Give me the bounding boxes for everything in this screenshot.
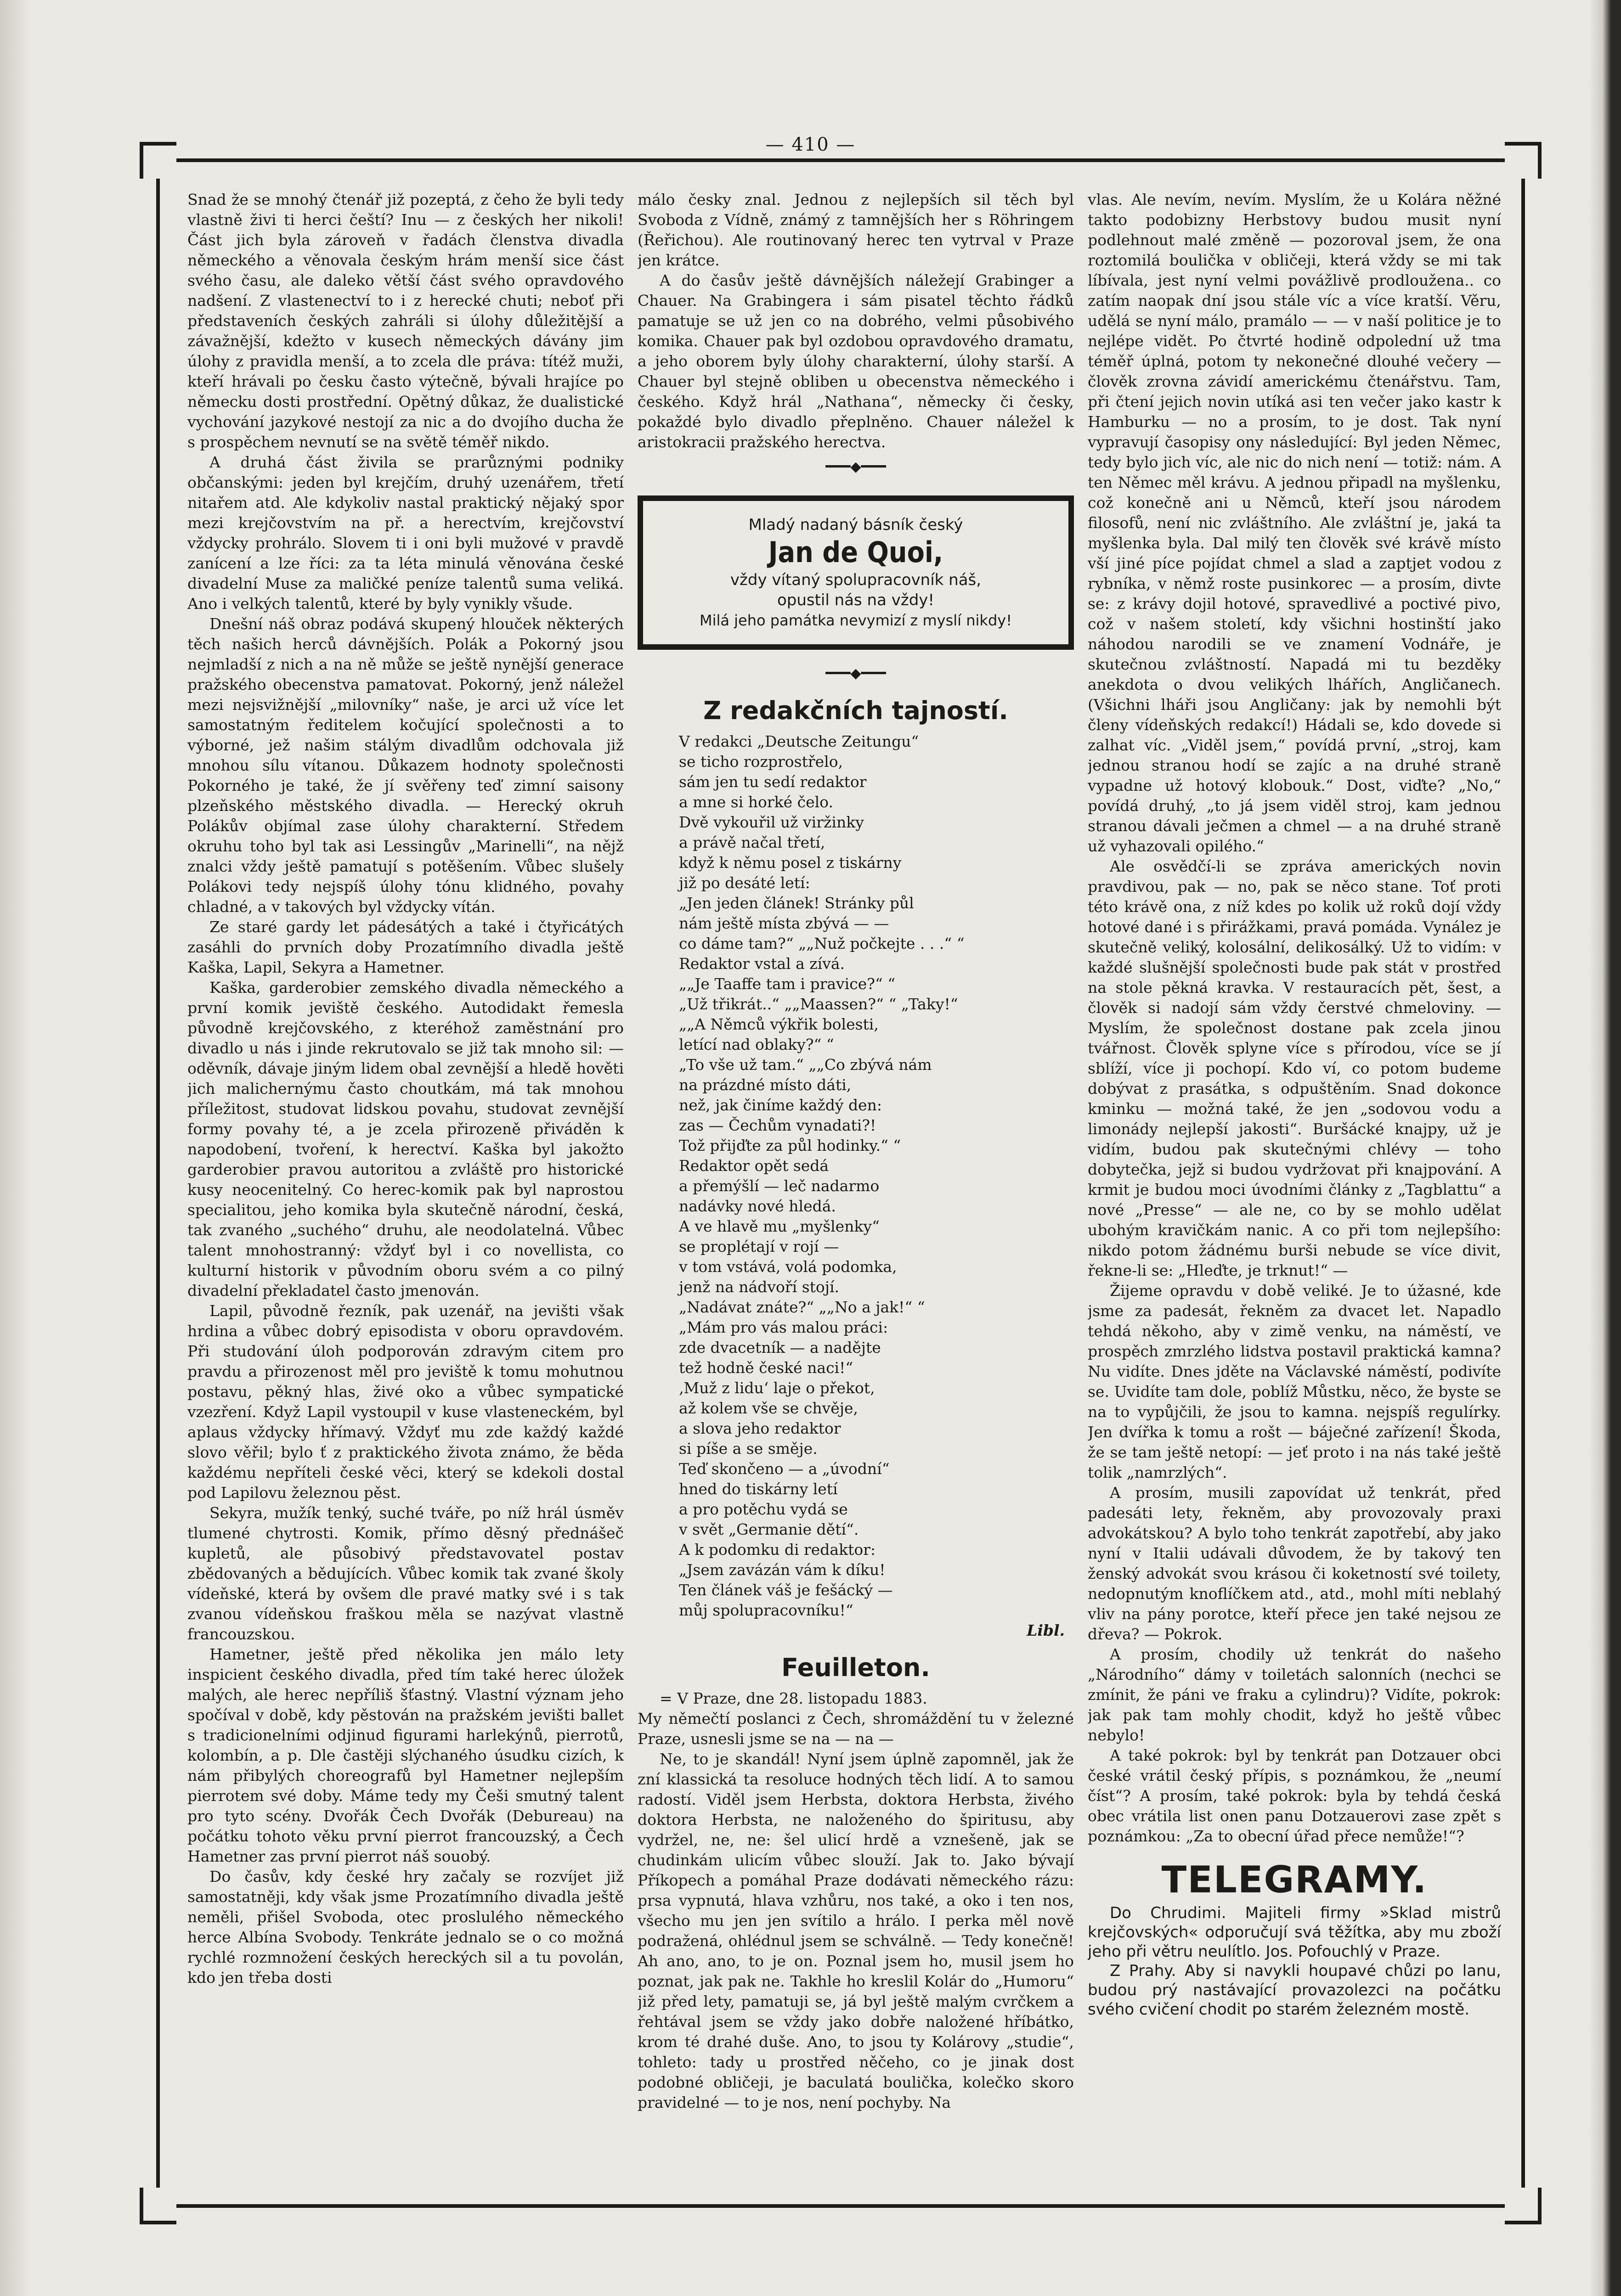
poem-line: zde dvacetník — a nadějte bbox=[679, 1339, 881, 1356]
telegram-item: Z Prahy. Aby si navykli houpavé chůzi po lanu, budou prý nastávající provazolezci na počátku svého cvičení chodit po starém železném mostě. bbox=[1088, 1962, 1501, 2019]
frame-corner-ornament bbox=[140, 2188, 176, 2224]
poem-line: V redakci „Deutsche Zeitungu“ bbox=[679, 732, 919, 750]
article-paragraph: Snad že se mnohý čtenář již pozeptá, z čeho že byli tedy vlastně živi ti herci čeští? Inu — z českých her nikoli! Část jich byla zároveň v řadách členstva divadla německého a věnovala českým hrám menší sice část svého času, ale daleko větší část svého opravdového nadšení. Z vlastenectví to i z herecké chuti; neboť při představeních českých zahráli si úlohy důležitější a závažnější, kdežto v kusech německých dávány jim úlohy z pravidla menší, a to zcela dle práva: títéž muži, kteří hrávali po česku často výtečně, bývali hrajíce po německu dosti prostřední. Opětný důkaz, že dualistické vychování jazykové nestojí za nic a do dvojího ducha že s prospěchem nevnutí se na světě téměř nikdo. bbox=[187, 191, 624, 451]
poem-line: Redaktor opět sedá bbox=[679, 1157, 829, 1175]
poem-line: a pro potěchu vydá se bbox=[679, 1500, 848, 1518]
poem-line: jenž na nádvoří stojí. bbox=[679, 1278, 840, 1296]
feuilleton-title: Feuilleton. bbox=[781, 1653, 930, 1682]
poem-line: „Jsem zavázán vám k díku! bbox=[679, 1561, 886, 1579]
poem-line: ‚Muž z lidu‘ laje o překot, bbox=[679, 1379, 875, 1397]
poem-line: „Už třikrát..“ „„Maassen?“ “ „Taky!“ bbox=[679, 995, 958, 1013]
film-edge-right bbox=[1589, 0, 1621, 2296]
feuilleton-paragraph: My němečtí poslanci z Čech, shromáždění tu v železné Praze, usnesli jsme se na — na — bbox=[638, 1710, 1074, 1748]
poem-line: „To vše už tam.“ „„Co zbývá nám bbox=[679, 1056, 932, 1074]
obituary-name: Jan de Quoi, bbox=[768, 535, 943, 569]
ornamental-rule: ━━━◆━━━ bbox=[825, 459, 886, 475]
poem-line: hned do tiskárny letí bbox=[679, 1480, 838, 1498]
poem-signature: Libl. bbox=[1027, 1621, 1065, 1639]
poem-line: se ticho rozprostřelo, bbox=[679, 753, 843, 771]
poem-line: než, jak činíme každý den: bbox=[679, 1096, 882, 1114]
column-left bbox=[187, 190, 624, 2177]
poem-line: Redaktor vstal a zívá. bbox=[679, 955, 845, 973]
poem-line: na prázdné místo dáti, bbox=[679, 1076, 852, 1094]
poem-line: a mne si horké čelo. bbox=[679, 793, 833, 811]
article-paragraph: málo česky znal. Jednou z nejlepších sil těch byl Svoboda z Vídně, známý z tamnějších her s Röhringem (Řeřichou). Ale routinovaný herec ten vytrval v Praze jen krátce. bbox=[638, 191, 1074, 269]
feuilleton-paragraph: A také pokrok: byl by tenkrát pan Dotzauer obci české vrátil český přípis, s poznámkou, že „neumí číst“? A prosím, také pokrok: byla by tehdá česká obec vrátila list onen panu Dotzauerovi zase zpět s poznámkou: „Za to obecní úřad přece nemůže!“? bbox=[1088, 1746, 1501, 1845]
page-number: — 410 — bbox=[765, 134, 856, 155]
obituary-line: vždy vítaný spolupracovník náš, bbox=[730, 571, 982, 589]
page-frame bbox=[156, 158, 1525, 2208]
article-paragraph: Ze staré gardy let pádesátých a také i čtyřicátých zasáhli do prvních doby Prozatímního divadla ještě Kaška, Lapil, Sekyra a Hametner. bbox=[187, 918, 624, 976]
poem-line: můj spolupracovníku!“ bbox=[679, 1601, 853, 1619]
poem-line: v tom vstává, volá podomka, bbox=[679, 1258, 897, 1276]
poem-line: „Nadávat znáte?“ „„No a jak!“ “ bbox=[679, 1298, 925, 1316]
article-paragraph: Do časův, kdy české hry začaly se rozvíjet již samostatněji, kdy však jsme Prozatímního divadla ještě neměli, přišel Svoboda, otec proslulého německého herce Albína Svobody. Tenkráte jednalo se o co možná rychlé rozmnožení českých hereckých sil a tu povolán, kdo jen třeba dosti bbox=[187, 1868, 624, 1986]
poem-line: a právě načal třetí, bbox=[679, 833, 825, 851]
poem-line: v svět „Germanie dětí“. bbox=[679, 1520, 859, 1538]
poem-line: a slova jeho redaktor bbox=[679, 1419, 841, 1437]
frame-corner-ornament bbox=[1505, 142, 1542, 179]
poem-line: se proplétají v rojí — bbox=[679, 1238, 839, 1255]
article-paragraph: A druhá část živila se prarůznými podniky občanskými: jeden byl krejčím, druhý uzenářem, třetí nitařem atd. Ale kdykoliv nastal praktický nějaký spor mezi krejčovstvím na př. a herectvím, krejčovství vždycky prohrálo. Slovem ti i oni byli mužové v pravdě zanícení a lze říci: za ta léta minulá věnována české divadelní Muse za maličké peníze talentů suma veliká. Ano i velkých talentů, které by byly vynikly všude. bbox=[187, 453, 624, 613]
telegrams-heading: TELEGRAMY. bbox=[1161, 1858, 1428, 1901]
obituary-line: Mladý nadaný básník český bbox=[748, 516, 963, 534]
obituary-line: Milá jeho památka nevymizí z myslí nikdy! bbox=[699, 612, 1012, 629]
feuilleton-paragraph: A prosím, chodily už tenkrát do našeho „Národního“ dámy v toiletách salonních (nechci se zmínit, že páni ve fraku a cylindru)? Vidíte, pokrok: jak pak tam mohly chodit, když ho ještě vůbec nebylo! bbox=[1088, 1645, 1501, 1744]
feuilleton-paragraph: Žijeme opravdu v době veliké. Je to úžasné, kde jsme za padesát, řekněm za dvacet let. Napadlo tehdá někoho, aby v zimě venku, na náměstí, ve prospěch zmrzlého lidstva postavil praktická kamna? Nu vidíte. Dnes jděte na Václavské náměstí, podivíte se. Uvidíte tam dole, poblíž Můstku, něco, že byste se na to vypůjčili, že jsou to kamna. nejspíš regulírky. Jen dvířka k tomu a rošt — báječné zařízení! Škoda, že se tam ještě netopí: — jeť proto i na nás také ještě tolik „namrzlých“. bbox=[1088, 1282, 1501, 1481]
poem bbox=[638, 732, 1074, 1621]
poem-line: již po desáté letí: bbox=[679, 874, 810, 892]
poem-line: nadávky nové hledá. bbox=[679, 1197, 836, 1215]
poem-line: až kolem vše se chvěje, bbox=[679, 1399, 858, 1417]
frame-corner-ornament bbox=[1505, 2188, 1542, 2224]
ornamental-rule: ━━━◆━━━ bbox=[825, 665, 886, 681]
poem-line: co dáme tam?“ „„Nuž počkejte . . .“ “ bbox=[679, 934, 965, 952]
poem-title: Z redakčních tajností. bbox=[703, 696, 1008, 725]
feuilleton-paragraph: Ale osvědčí-li se zpráva amerických novin pravdivou, pak — no, pak se něco stane. Toť proti této krávě ona, z níž kdes po kolik už roků dojí vždy hotové dané i s přirážkami, pravá pomáda. Vynález je skutečně veliký, kolosální, delikosálký. Už to vidím: v každé slušnější společnosti bude pak stát v prostřed na stole pěkná kravka. V restauracích pět, šest, a člověk si nadojí sám vždy čerstvé chmeloviny. — Myslím, že společnost dostane pak zcela jinou tvářnost. Člověk splyne více s přírodou, více se jí sblíží, více ji pochopí. Kdo ví, co potom budeme dobývat z prasátka, s odpuštěním. Snad dokonce kminku — možná také, že jen „sodovou vodu a limonády nejlepší jakosti“. Buršácké knajpy, už je vidím, budou pak skutečnými chlévy — toho dobytečka, jejž si budou vydržovat při knajpování. A krmit je budou moci úvodními články z „Tagblattu“ a nové „Presse“ — ale ne, co by se mohlo udělat ubohým kravičkám nanic. A co při tom nejlepšího: nikdo potom žádnému burši nebude se více divit, řekne-li se: „Hleďte, je trknut!“ — bbox=[1088, 857, 1501, 1279]
feuilleton-paragraph: A prosím, musili zapovídat už tenkrát, před padesáti lety, řekněm, aby provozovaly praxi advokátskou? A bylo toho tenkrát zapotřebí, aby jako nyní v Italii udávali důvodem, že by takový ten ženský advokát svou krásou či koketností své toilety, nedopnutým knoflíčkem atd., atd., mohl míti neblahý vliv na pány porotce, kteří přece jen také nejsou ze dřeva? — Pokrok. bbox=[1088, 1484, 1501, 1643]
poem-line: a přemýšlí — leč nadarmo bbox=[679, 1177, 880, 1195]
poem-line: Dvě vykouřil už viržinky bbox=[679, 813, 864, 831]
poem-line: tež hodně české naci!“ bbox=[679, 1359, 853, 1377]
obituary-line: opustil nás na vždy! bbox=[777, 591, 935, 609]
poem-line: „„A Němců výkřik bolesti, bbox=[679, 1015, 879, 1033]
feuilleton-dateline: = V Praze, dne 28. listopadu 1883. bbox=[660, 1689, 927, 1707]
poem-line: sám jen tu sedí redaktor bbox=[679, 773, 867, 791]
poem-line: když k němu posel z tiskárny bbox=[679, 854, 902, 872]
poem-line: Tož přijďte za půl hodinky.“ “ bbox=[679, 1137, 901, 1154]
poem-line: „Mám pro vás malou práci: bbox=[679, 1318, 888, 1336]
obituary-box bbox=[638, 495, 1074, 650]
feuilleton-paragraph: Ne, to je skandál! Nyní jsem úplně zapomněl, jak že zní klassická ta resoluce hodných těch lidí. A to samou radostí. Viděl jsem Herbsta, doktora Herbsta, živého doktora Herbsta, ne naloženého do špiritusu, aby vydržel, ne, ne: šel ulicí hrdě a vznešeně, jak se chudinkám ulicím vůbec slouží. Jak to. Jako bývají Příkopech a pomáhal Praze dodávati německého rázu: prsa vypnutá, hlava vzhůru, nos také, a oko i ten nos, všecho mu jen jen svítilo a hrálo. I perka měl nově podražená, ohlédnul jsem se schválně. — Tedy konečně! Ah ano, ano, to je on. Poznal jsem ho, musil jsem ho poznat, jak pak ne. Takhle ho kreslil Kolár do „Humoru“ již před lety, pamatuji se, já byl ještě malým cvrčkem a řehtával jsem se vždy jako dobře naložené hříbátko, krom té drahé duše. Ano, to jsou ty Kolárovy „studie“, tohleto: tady u prostřed něčeho, co je jinak dost podobné obličeji, je baculatá boulička, kolečko skoro pravidelné — to je nos, není pochyby. Na bbox=[638, 1750, 1074, 2111]
telegram-item: Do Chrudimi. Majiteli firmy »Sklad mistrů krejčovských« odporučují svá těžítka, aby mu zboží jeho při větru neulítlo. Jos. Pofouchlý v Praze. bbox=[1088, 1904, 1501, 1961]
feuilleton-paragraph: vlas. Ale nevím, nevím. Myslím, že u Kolára něžné takto podobizny Herbstovy budou musit nyní podlehnout malé změně — pozoroval jsem, že ona roztomilá boulička v obličeji, která vždy se mi tak líbívala, jest nyní velmi povážlivě prodloužena.. co zatím naopak dní jsou stále víc a více kratší. Věru, udělá se nyní málo, pramálo — — v naší politice je to nejlépe vidět. Po čtvrté hodině odpolední už tma téměř úplná, potom ty nekonečné dlouhé večery — člověk zrovna závidí americkému čtenářstvu. Tam, při čtení jejich novin utíká asi ten večer jako kastr k Hamburku — no a prosím, to je dost. Tak nyní vypravují časopisy ony následující: Byl jeden Němec, tedy bylo jich víc, ale nic do nich není — totiž: nám. A ten Němec měl krávu. A jednou připadl na myšlenku, což konečně ani u Němců, kteří jsou národem filosofů, není nic zvláštního. Ale zvláštní je, jaká ta myšlenka byla. Dal milý ten člověk své krávě místo vší jiné píce pojídat chmel a slad a zaptjet vodou z rybníka, v němž roste pusinkorec — a prosím, divte se: z krávy dojil hotové, spravedlivé a poctivé pivo, což v našem století, kdy všichni hostinští jako náhodou narodili se ve znamení Vodnáře, je skutečnou zvláštností. Napadá mi tu bezděky anekdota o dvou velikých lhářích, Angličanech. (Všichni lháři jsou Angličany: jak by nemohli být členy vídeňských redakcí!) Hádali se, kdo dovede si zalhat víc. „Viděl jsem,“ povídá první, „stroj, kam jednou stranou hodí se zajíc a na druhé straně vypadne už hotový klobouk.“ Dost, viďte? „No,“ povídá druhý, „to já jsem viděl stroj, kam jednou stranou dávali ječmen a chmel — a na druhé straně už vyhazovali opilého.“ bbox=[1088, 191, 1501, 855]
column-right bbox=[1088, 190, 1501, 2177]
poem-line: si píše a se směje. bbox=[679, 1440, 818, 1458]
article-paragraph: Dnešní náš obraz podává skupený hlouček některých těch našich herců dávnějších. Polák a Pokorný jsou nejmladší z nich a na ně může se ještě nynější generace pražského obecenstva pamatovat. Pokorný, jenž náležel mezi nejsvižnější „milovníky“ naše, je arci už více let samostatným ředitelem kočující společnosti a to výborné, jež našim stálým divadlům odchovala již mnohou sílu vítanou. Důkazem hodnoty společnosti Pokorného je také, že jí svěřeny teď zimní saisony plzeňského městského divadla. — Herecký okruh Polákův objímal zase úlohy charakterní. Středem okruhu toho byl tak asi Lessingův „Marinelli“, na nějž znalci vždy ještě pamatují s potěšením. Vůbec slušely Polákovi tedy nejspíš úlohy tónu klidného, povahy chladné, a v takových byl vždycky vítán. bbox=[187, 615, 624, 916]
poem-line: A k podomku di redaktor: bbox=[679, 1541, 876, 1559]
frame-corner-ornament bbox=[140, 142, 176, 179]
article-paragraph: Kaška, garderobier zemského divadla německého a první komik jeviště českého. Autodidakt řemesla původně krejčovského, z kteréhož zaměstnání pro divadlo u nás i jinde rekrutovalo se již tak mnoho sil: — oděvník, dávaje jiným lidem obal zevnější a hledě hověti jich malichernýmu často choutkám, má tak mnohou příležitost, studovat lidskou povahu, studovat zevnější formy povahy té, a je zcela přirozeně přiváděn k napodobení, tvoření, k herectví. Kaška byl jakožto garderobier pravou autoritou a zvláště pro historické kusy neocenitelný. Co herec-komik pak byl naprostou specialitou, jeho komika byla skutečně národní, česká, tak zvaného „suchého“ druhu, ale neodolatelná. Vůbec talent mnohostranný: vždyť byl i co novellista, co kulturní historik v původním oboru svém a co pilný divadelní překladatel často jmenován. bbox=[187, 979, 624, 1300]
poem-line: A ve hlavě mu „myšlenky“ bbox=[679, 1217, 880, 1235]
poem-line: Ten článek váš je fešácký — bbox=[679, 1581, 893, 1599]
article-paragraph: A do časův ještě dávnějších náležejí Grabinger a Chauer. Na Grabingera i sám pisatel těchto řádků pamatuje se už jen co na dobrého, velmi působivého komika. Chauer pak byl ozdobou opravdového dramatu, a jeho oborem byly úlohy charakterní, úlohy starší. A Chauer byl stejně obliben u obecenstva německého i českého. Když hrál „Nathana“, německy či česky, pokaždé bylo divadlo přeplněno. Chauer náležel k aristokracii pražského herectva. bbox=[638, 271, 1074, 451]
column-middle bbox=[638, 190, 1074, 2177]
poem-line: nám ještě místa zbývá — — bbox=[679, 914, 889, 932]
article-paragraph: Hametner, ještě před několika jen málo lety inspicient českého divadla, před tím také herec úložek malých, ale herec nepříliš šťastný. Vlastní význam jeho spočíval v době, kdy pěstován na pražském jevišti ballet s tradicionelními odjinud figurami harlekýnů, pierrotů, kolombín, a p. Dle častěji slýchaného úsudku cizích, k nám přibylých choreografů byl Hametner nejlepším pierrotem své doby. Máme tedy my Češi smutný talent pro tyto scény. Dvořák Čech Dvořák (Debureau) na počátku tohoto věku první pierrot francouzský, a Čech Hametner zas první pierrot náš souobý. bbox=[187, 1645, 624, 1865]
article-paragraph: Lapil, původně řezník, pak uzenář, na jevišti však hrdina a vůbec dobrý episodista v oboru opravdovém. Při studování úloh podporován zdravým citem pro pravdu a přirozenost měl pro jeviště k tomu mohutnou postavu, pěkný hlas, živé oko a vůbec sympatické vzezření. Když Lapil vystoupil v kuse vlasteneckém, byl aplaus vždycky hřímavý. Vždyť mu zde každý každé slovo věřil; bylo ť z praktického života známo, že běda každému nepříteli české věci, který se kdekoli dostal pod Lapilovu železnou pěst. bbox=[187, 1302, 624, 1502]
poem-line: zas — Čechům vynadati?! bbox=[679, 1116, 876, 1134]
poem-line: letící nad oblaky?“ “ bbox=[679, 1035, 834, 1053]
poem-line: Teď skončeno — a „úvodní“ bbox=[679, 1460, 890, 1478]
article-paragraph: Sekyra, mužík tenký, suché tváře, po níž hrál úsměv tlumené chytrosti. Komik, přímo děsný přednášeč kupletů, ale působivý představovatel postav zbědovaných a bědujících. Vůbec komik tak zvané školy vídeňské, která by ovšem dle pravé matky své i s tak zvanou vídeňskou fraškou měla se nazývat vlastně francouzskou. bbox=[187, 1504, 624, 1643]
poem-line: „Jen jeden článek! Stránky půl bbox=[679, 894, 914, 912]
film-edge-left bbox=[0, 0, 32, 2296]
poem-line: „„Je Taaffe tam i pravice?“ “ bbox=[679, 975, 896, 993]
